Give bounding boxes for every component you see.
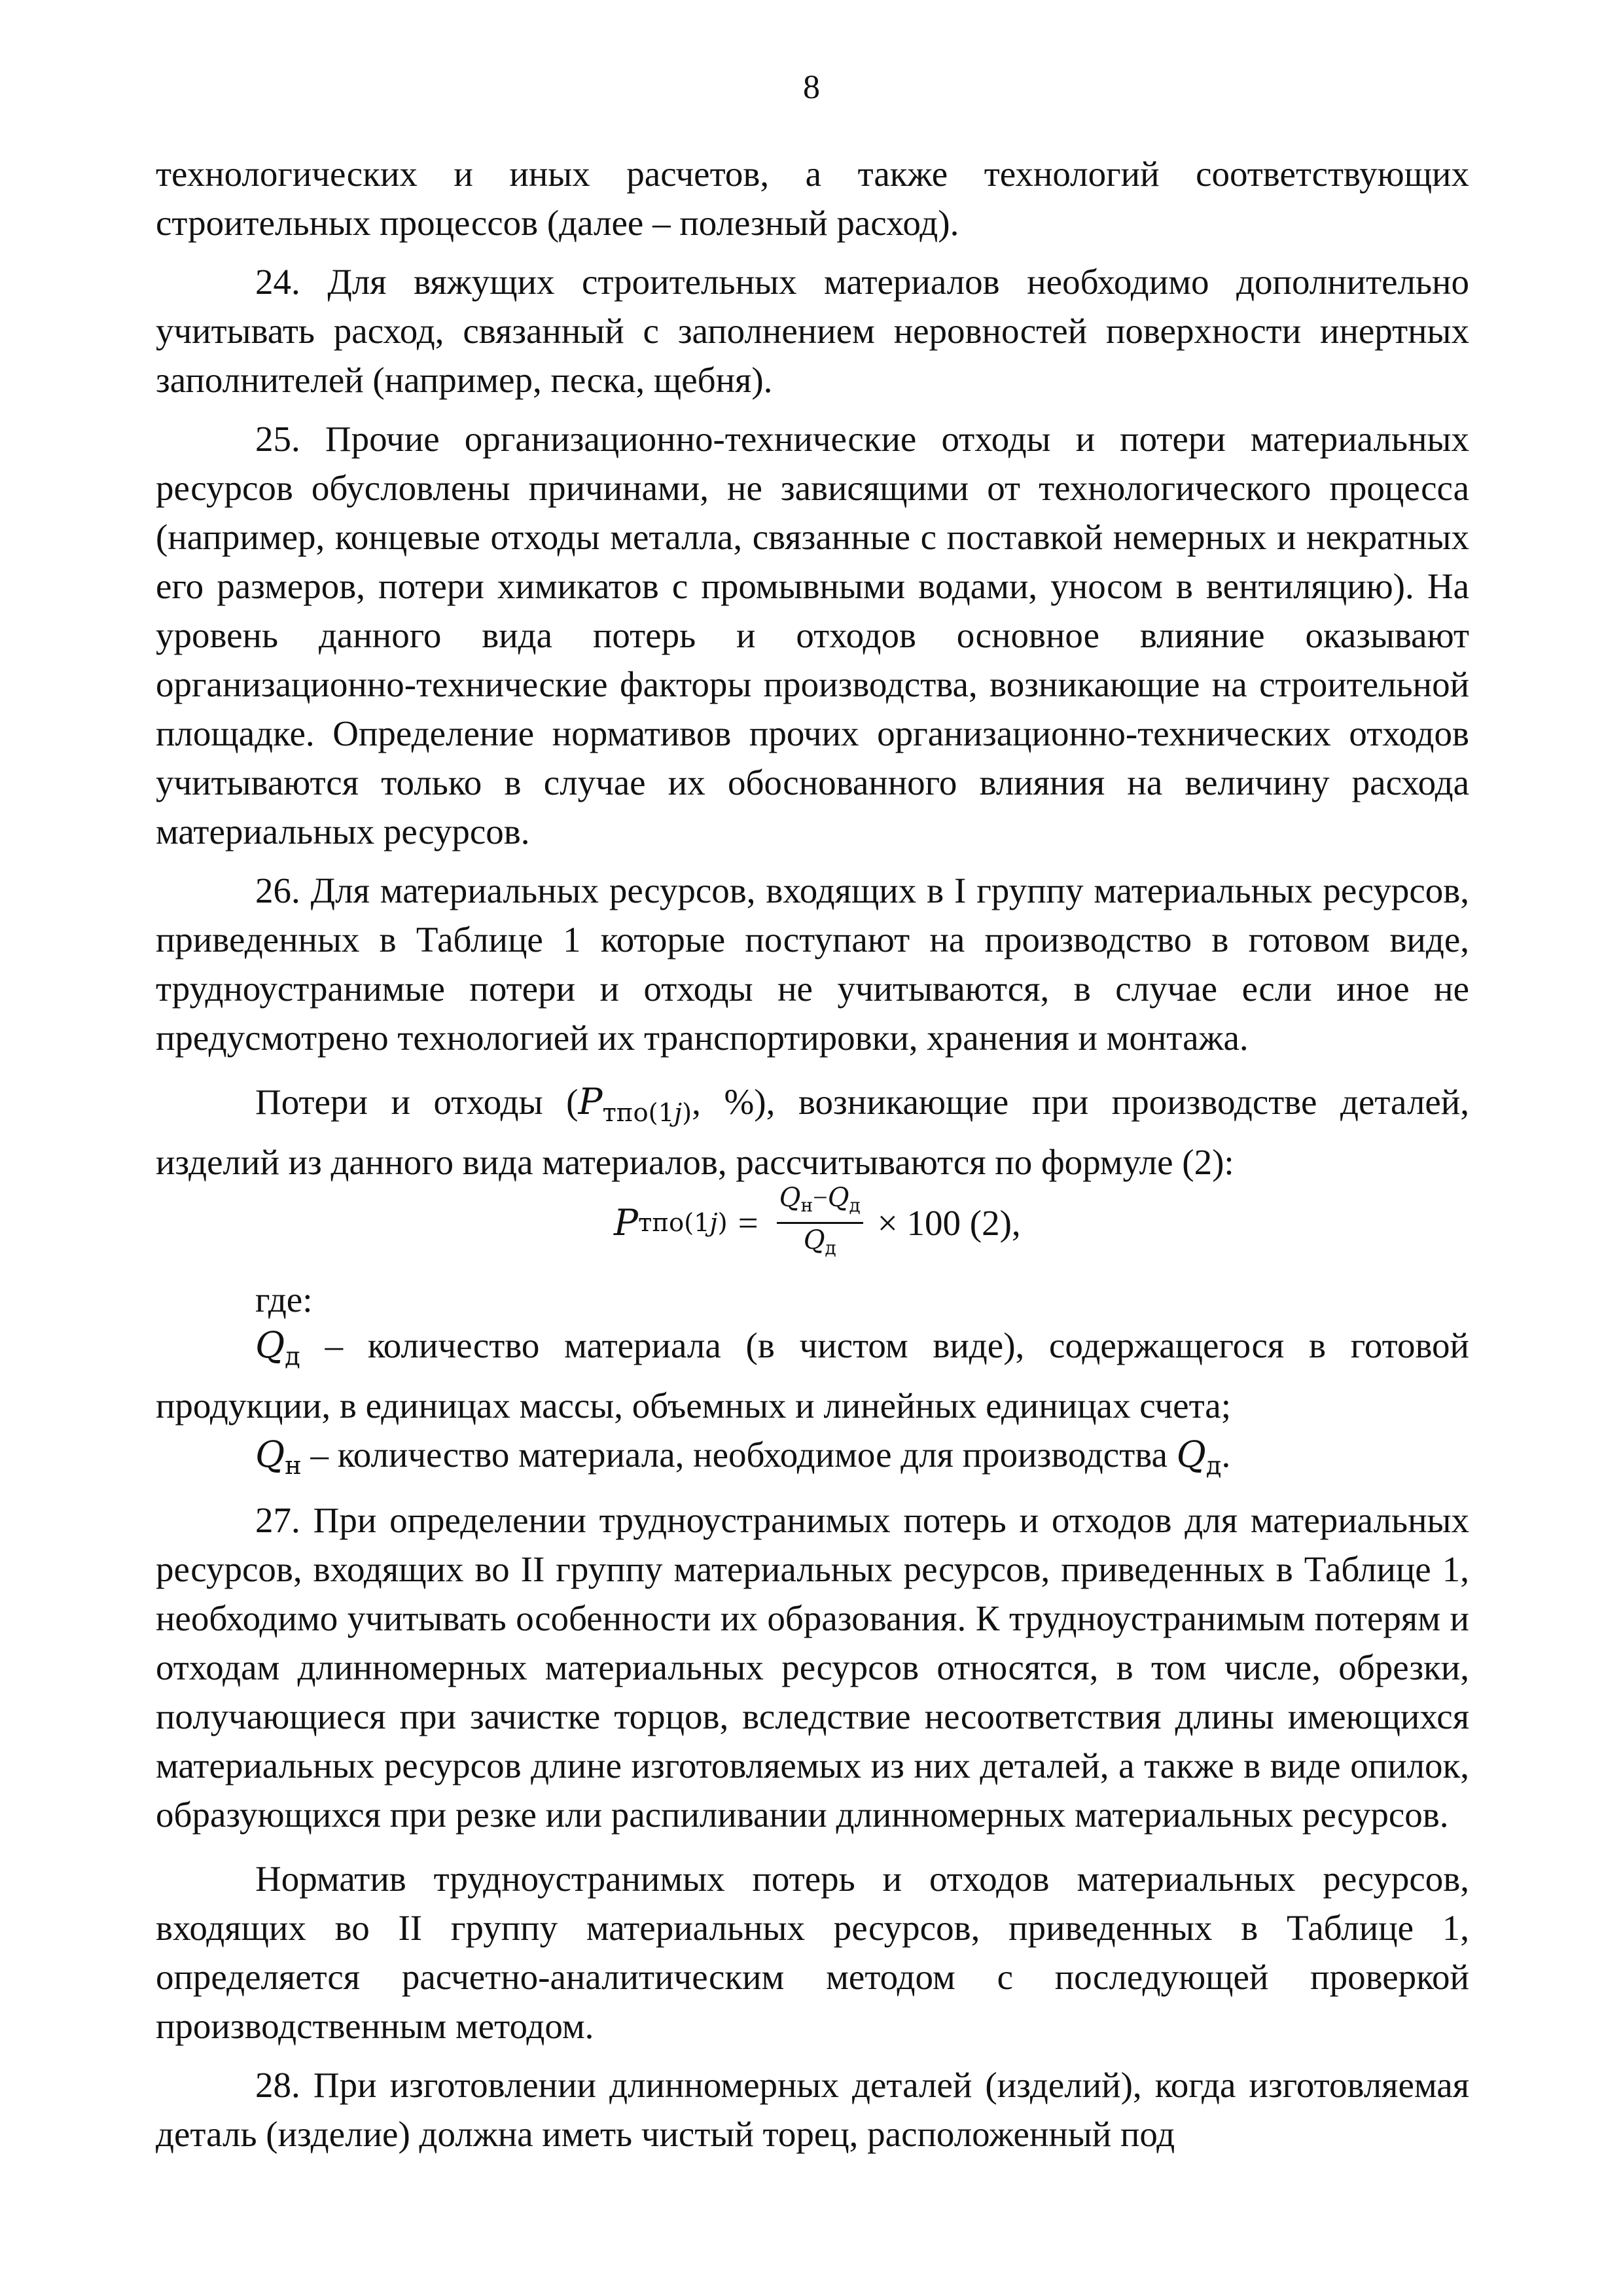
formula-p-subscript xyxy=(638,1198,728,1247)
def-qn-text: – количество материала, необходимое для производства xyxy=(301,1434,1177,1475)
formula-sub-a: тпо(1 xyxy=(638,1208,710,1238)
def-qn-sub: н xyxy=(285,1450,302,1480)
formula-p: P xyxy=(614,1201,639,1244)
formula-fraction xyxy=(777,1183,863,1263)
num-q2: Q xyxy=(827,1182,849,1213)
definition-qd xyxy=(156,1321,1469,1430)
fraction-numerator xyxy=(777,1183,863,1224)
page-number: 8 xyxy=(803,69,820,106)
def-qn-ref-sub: д xyxy=(1205,1450,1222,1480)
num-q1-sub: н xyxy=(800,1194,813,1216)
paragraph-losses xyxy=(156,1077,1469,1187)
losses-text-start: Потери и отходы ( xyxy=(255,1082,579,1122)
def-qd-sub: д xyxy=(285,1341,300,1371)
def-qn-symbol: Q xyxy=(255,1433,285,1475)
losses-text-end: , %), возникающие при производстве деталей, изделий из данного вида материалов, рассчитываются по формуле (2): xyxy=(156,1082,1469,1182)
num-q2-sub: д xyxy=(849,1194,861,1216)
num-minus: − xyxy=(813,1182,828,1212)
num-q1: Q xyxy=(779,1182,801,1213)
den-q: Q xyxy=(803,1225,825,1255)
subscript-part-j: j xyxy=(674,1098,683,1128)
subscript-part-b: ) xyxy=(682,1098,692,1128)
paragraph-continued: технологических и иных расчетов, а также технологий соответствующих строительных процессов (далее – полезный расход). xyxy=(156,154,1469,243)
paragraph-28: 28. При изготовлении длинномерных деталей (изделий), когда изготовляемая деталь (изделие) должна иметь чистый торец, расположенный под xyxy=(156,2064,1469,2154)
paragraph-26: 26. Для материальных ресурсов, входящих в I группу материальных ресурсов, приведенных в Таблице 1 которые поступают на производство в готовом виде, трудноустранимые потери и отходы не учитываются, в случае если иное не предусмотрено технологией их транспортировки, хранения и монтажа. xyxy=(156,870,1469,1058)
formula-equals: = xyxy=(738,1202,758,1243)
symbol-p-subscript xyxy=(603,1098,692,1128)
fraction-denominator xyxy=(804,1224,836,1263)
formula-sub-j: j xyxy=(709,1208,718,1238)
formula-sub-b: ) xyxy=(717,1208,728,1238)
def-qn-ref-symbol: Q xyxy=(1176,1433,1206,1475)
text-block-lower xyxy=(156,1321,1469,2159)
paragraph-norm: Норматив трудноустранимых потерь и отходов материальных ресурсов, входящих во II группу материальных ресурсов, приведенных в Таблице 1, определяется расчетно-аналитическим методом с последующей проверкой производственным методом. xyxy=(156,1858,1469,2046)
formula-tail: × 100 (2), xyxy=(877,1202,1021,1243)
where-label: где: xyxy=(255,1280,313,1319)
paragraph-24: 24. Для вяжущих строительных материалов необходимо дополнительно учитывать расход, связанный с заполнением неровностей поверхности инертных заполнителей (например, песка, щебня). xyxy=(156,262,1469,400)
paragraph-25: 25. Прочие организационно-технические отходы и потери материальных ресурсов обусловлены причинами, не зависящими от технологического процесса (например, концевые отходы металла, связанные с поставкой немерных и некратных его размеров, потери химикатов с промывными водами, уносом в вентиляцию). На уровень данного вида потерь и отходов основное влияние оказывают организационно-технические факторы производства, возникающие на строительной площадке. Определение нормативов прочих организационно-технических отходов учитываются только в случае их обоснованного влияния на величину расхода материальных ресурсов. xyxy=(156,419,1469,852)
definition-qn xyxy=(156,1430,1469,1490)
paragraph-27: 27. При определении трудноустранимых потерь и отходов для материальных ресурсов, входящих во II группу материальных ресурсов, приведенных в Таблице 1, необходимо учитывать особенности их образования. К трудноустранимым потерям и отходам длинномерных материальных ресурсов относятся, в том числе, обрезки, получающиеся при зачистке торцов, вследствие несоответствия длины имеющихся материальных ресурсов длине изготовляемых из них деталей, а также в виде опилок, образующихся при резке или распиливании длинномерных материальных ресурсов. xyxy=(156,1499,1469,1835)
den-q-sub: д xyxy=(825,1236,836,1259)
def-qd-text: – количество материала (в чистом виде), содержащегося в готовой продукции, в единицах массы, объемных и линейных единицах счета; xyxy=(156,1325,1469,1426)
subscript-part-a: тпо(1 xyxy=(602,1098,675,1128)
symbol-p: P xyxy=(578,1081,603,1122)
def-qd-symbol: Q xyxy=(255,1324,285,1366)
formula-2 xyxy=(614,1183,1021,1262)
text-block-upper xyxy=(156,149,1469,1187)
def-qn-end: . xyxy=(1221,1434,1231,1475)
